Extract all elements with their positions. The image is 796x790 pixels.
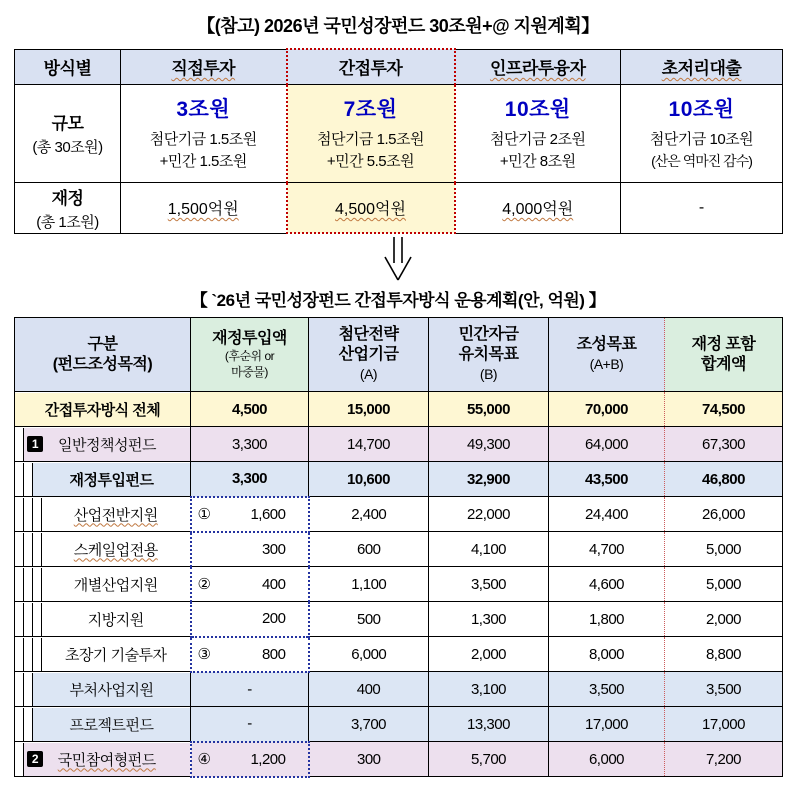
value-cell: 1,800 — [549, 602, 665, 637]
fiscal-input-cell: 200 — [191, 602, 309, 637]
value-cell — [287, 84, 455, 182]
column-header-strategic-fund: 첨단전략 산업기금 (A) — [309, 318, 429, 392]
row-label: 산업전반지원 — [73, 506, 158, 524]
detail: 첨단기금 10조원 — [649, 130, 754, 148]
value-cell — [621, 182, 783, 233]
detail: +민간 1.5조원 — [159, 153, 247, 170]
row-label-cell — [15, 532, 191, 567]
value-cell: 4,600 — [549, 567, 665, 602]
value-cell: 500 — [309, 602, 429, 637]
column-header-category: 구분 (펀드조성목적) — [15, 318, 191, 392]
table1-title: 【(참고) 2026년 국민성장펀드 30조원+@ 지원계획】 — [197, 16, 599, 36]
value-cell: 24,400 — [549, 497, 665, 532]
value-cell: 14,700 — [309, 427, 429, 462]
detail: 첨단기금 2조원 — [490, 130, 586, 148]
value-cell: 300 — [309, 742, 429, 777]
value-cell: 4,500 — [191, 392, 309, 427]
value-cell: 8,800 — [665, 637, 783, 672]
value-cell: 70,000 — [549, 392, 665, 427]
column-header-method: 방식별 — [15, 49, 121, 84]
row-label: 간접투자방식 전체 — [44, 401, 161, 419]
table-row-ministry-projects — [15, 672, 783, 707]
value-cell: 55,000 — [429, 392, 549, 427]
value-cell: 46,800 — [665, 462, 783, 497]
value-cell: 3,300 — [191, 427, 309, 462]
table-row-project-fund — [15, 707, 783, 742]
value-cell: - — [191, 707, 309, 742]
circled-number: ④ — [197, 751, 211, 768]
column-header-total: 재정 포함 합계액 — [665, 318, 783, 392]
amount: 3조원 — [176, 97, 231, 121]
circled-number: ② — [197, 576, 211, 593]
table-row-industry-wide — [15, 497, 783, 532]
column-header-fiscal-input: 재정투입액 (후순위 or 마중물) — [191, 318, 309, 392]
row-label-cell — [15, 672, 191, 707]
detail: 첨단기금 1.5조원 — [149, 130, 257, 148]
row-label-cell — [15, 707, 191, 742]
column-label: 직접투자 — [171, 59, 236, 78]
table2-title: 【 `26년 국민성장펀드 간접투자방식 운용계획(안, 억원) 】 — [190, 291, 606, 310]
budget-row — [15, 182, 783, 233]
detail: 첨단기금 1.5조원 — [317, 130, 424, 148]
table-row-scaleup — [15, 532, 783, 567]
value-cell: 3,700 — [309, 707, 429, 742]
table2-header-row — [15, 318, 783, 392]
row-label-cell — [15, 567, 191, 602]
row-label-cell — [15, 742, 191, 777]
detail: (산은 역마진 감수) — [651, 153, 752, 170]
row-label: 초장기 기술투자 — [64, 646, 167, 664]
value-cell: 6,000 — [549, 742, 665, 777]
value-cell: 600 — [309, 532, 429, 567]
budget-value: 4,000억원 — [502, 201, 574, 218]
fiscal-input-cell: ③ 800 — [191, 637, 309, 672]
circled-number: ③ — [197, 646, 211, 663]
row-label: 일반정책성펀드 — [58, 436, 156, 454]
row-label-cell — [15, 392, 191, 427]
row-sublabel: (총 1조원) — [36, 213, 99, 231]
value-cell: 43,500 — [549, 462, 665, 497]
value-cell: 3,500 — [429, 567, 549, 602]
value-cell: 15,000 — [309, 392, 429, 427]
circled-number: ① — [197, 506, 211, 523]
fiscal-input-cell: ① 1,600 — [191, 497, 309, 532]
amount: 10조원 — [504, 97, 571, 121]
value-cell: 10,600 — [309, 462, 429, 497]
value-cell: 5,000 — [665, 532, 783, 567]
table-row-general-policy — [15, 427, 783, 462]
budget-value: 4,500억원 — [335, 200, 406, 218]
column-label: 인프라투융자 — [489, 59, 586, 78]
row-label: 재정투입펀드 — [69, 471, 154, 489]
value-cell: 3,500 — [665, 672, 783, 707]
black-number-badge: 1 — [27, 436, 43, 452]
value-cell: 17,000 — [549, 707, 665, 742]
row-label: 지방지원 — [87, 611, 144, 629]
value-cell: 32,900 — [429, 462, 549, 497]
table-row-longterm-tech — [15, 637, 783, 672]
row-label-cell — [15, 182, 121, 233]
value-cell: 2,400 — [309, 497, 429, 532]
value-cell: 4,100 — [429, 532, 549, 567]
fiscal-input-cell: ④ 1,200 — [191, 742, 309, 777]
table-row-fiscal-fund — [15, 462, 783, 497]
value-cell: 26,000 — [665, 497, 783, 532]
value-cell: 5,700 — [429, 742, 549, 777]
column-header-target: 조성목표 (A+B) — [549, 318, 665, 392]
value-cell: 22,000 — [429, 497, 549, 532]
table-row-public-participation — [15, 742, 783, 777]
table1-header-row — [15, 49, 783, 84]
table-row-individual-industry — [15, 567, 783, 602]
value-cell: - — [191, 672, 309, 707]
value-cell: 8,000 — [549, 637, 665, 672]
value-cell: 1,100 — [309, 567, 429, 602]
row-sublabel: (총 30조원) — [32, 139, 103, 156]
column-label: 초저리대출 — [661, 59, 742, 78]
column-header-indirect — [287, 49, 455, 84]
document-page — [14, 12, 782, 778]
row-label-cell — [15, 637, 191, 672]
budget-value: 1,500억원 — [167, 201, 239, 218]
row-label: 국민참여형펀드 — [57, 751, 156, 769]
value-cell: 2,000 — [665, 602, 783, 637]
row-label: 프로젝트펀드 — [69, 716, 154, 734]
amount: 10조원 — [668, 97, 735, 121]
support-plan-table — [14, 48, 783, 234]
black-number-badge: 2 — [27, 751, 43, 767]
row-label: 개별산업지원 — [73, 576, 158, 594]
detail: +민간 5.5조원 — [326, 153, 415, 170]
value-cell: 4,700 — [549, 532, 665, 567]
row-label: 스케일업전용 — [73, 541, 158, 559]
column-header-infra — [455, 49, 621, 84]
value-cell: 1,300 — [429, 602, 549, 637]
detail: +민간 8조원 — [499, 153, 576, 170]
row-label-cell — [15, 427, 191, 462]
row-label: 부처사업지원 — [69, 681, 154, 699]
column-header-private-capital: 민간자금 유치목표 (B) — [429, 318, 549, 392]
row-label-cell — [15, 497, 191, 532]
column-label: 간접투자 — [338, 59, 403, 79]
table-row-total — [15, 392, 783, 427]
column-header-direct — [121, 49, 287, 84]
scale-row — [15, 84, 783, 182]
value-cell: 67,300 — [665, 427, 783, 462]
fiscal-input-cell: 300 — [191, 532, 309, 567]
row-label-cell — [15, 84, 121, 182]
value-cell: 13,300 — [429, 707, 549, 742]
row-label: 규모 — [51, 114, 84, 133]
row-label-cell — [15, 602, 191, 637]
row-label: 재정 — [51, 188, 84, 208]
operation-plan-table — [14, 317, 783, 778]
value-cell: 6,000 — [309, 637, 429, 672]
value-cell: 17,000 — [665, 707, 783, 742]
table-row-regional — [15, 602, 783, 637]
value-cell — [121, 84, 287, 182]
value-cell: 64,000 — [549, 427, 665, 462]
value-cell: 5,000 — [665, 567, 783, 602]
value-cell: 3,100 — [429, 672, 549, 707]
value-cell: 2,000 — [429, 637, 549, 672]
value-cell — [621, 84, 783, 182]
budget-value: - — [698, 198, 705, 216]
column-header-lowrate — [621, 49, 783, 84]
row-label-cell — [15, 462, 191, 497]
fiscal-input-cell: ② 400 — [191, 567, 309, 602]
value-cell — [455, 84, 621, 182]
value-cell — [121, 182, 287, 233]
amount: 7조원 — [343, 97, 398, 121]
value-cell — [287, 182, 455, 233]
value-cell: 400 — [309, 672, 429, 707]
value-cell — [455, 182, 621, 233]
value-cell: 7,200 — [665, 742, 783, 777]
down-arrow-icon — [14, 234, 782, 282]
value-cell: 49,300 — [429, 427, 549, 462]
value-cell: 3,300 — [191, 462, 309, 497]
value-cell: 74,500 — [665, 392, 783, 427]
value-cell: 3,500 — [549, 672, 665, 707]
